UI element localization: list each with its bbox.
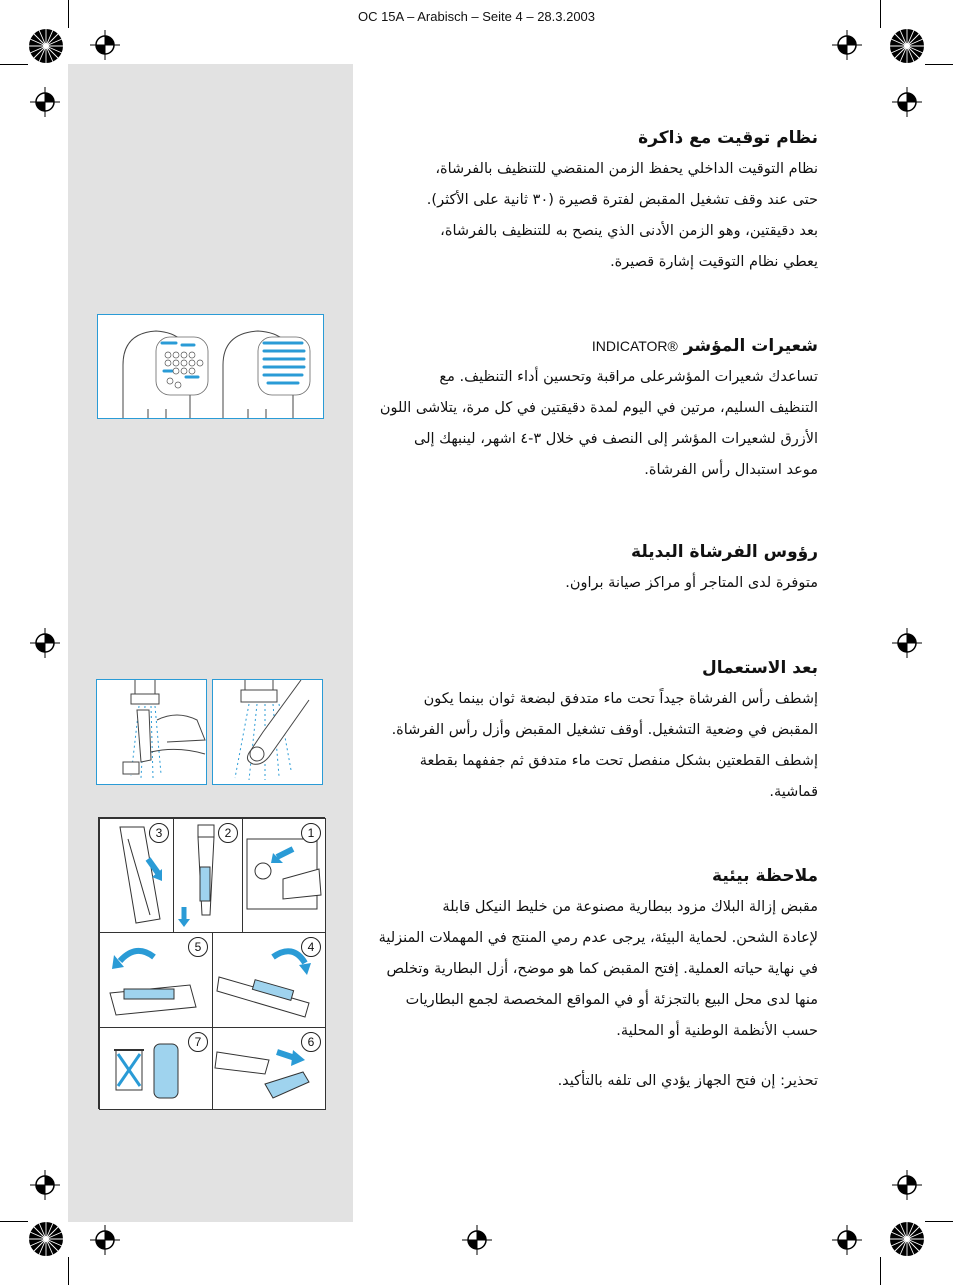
step-number: 1 [301, 823, 321, 843]
text-line: قماشية. [769, 784, 818, 800]
text-line: لإعادة الشحن. لحماية البيئة، يرجى عدم رمي المنتج في المهملات المنزلية [378, 930, 818, 946]
step-6-panel [212, 1027, 326, 1110]
sunburst-mark-icon [889, 28, 925, 64]
step-number: 4 [301, 937, 321, 957]
text-line: موعد استبدال رأس الفرشاة. [644, 462, 818, 478]
rinse-brush-head-figure [212, 679, 323, 785]
text-line: الأزرق لشعيرات المؤشر إلى النصف في خلال ٣-٤ اشهر، لينبهك إلى [414, 431, 818, 447]
sunburst-mark-icon [889, 1221, 925, 1257]
registration-mark-icon [462, 1225, 492, 1255]
registration-mark-icon [90, 30, 120, 60]
text-line: يعطي نظام التوقيت إشارة قصيرة. [610, 254, 818, 270]
rinse-head-illustration [213, 680, 322, 784]
trim-line [880, 0, 881, 28]
registration-mark-icon [892, 87, 922, 117]
page-header: OC 15A – Arabisch – Seite 4 – 28.3.2003 [357, 9, 596, 24]
step-1-panel [242, 818, 326, 933]
text-line: بعد دقيقتين، وهو الزمن الأدنى الذي ينصح به للتنظيف بالفرشاة، [440, 223, 818, 239]
registration-mark-icon [892, 1170, 922, 1200]
rinse-handle-figure [96, 679, 207, 785]
step-number: 7 [188, 1032, 208, 1052]
step-number: 6 [301, 1032, 321, 1052]
trim-line [880, 1257, 881, 1285]
sunburst-mark-icon [28, 28, 64, 64]
disassembly-steps-figure [98, 817, 325, 1109]
registration-mark-icon [30, 1170, 60, 1200]
step-5-panel [99, 932, 213, 1028]
step-2-panel [173, 818, 243, 933]
section-heading: ملاحظة بيئية [712, 866, 818, 886]
section-replacement-heads [375, 540, 818, 599]
registration-mark-icon [832, 30, 862, 60]
section-heading: بعد الاستعمال [702, 658, 818, 678]
trim-line [68, 1257, 69, 1285]
step-number: 2 [218, 823, 238, 843]
heading-arabic: شعيرات المؤشر [683, 336, 818, 356]
heading-latin: INDICATOR® [591, 338, 678, 354]
text-line: متوفرة لدى المتاجر أو مراكز صيانة براون. [565, 575, 818, 591]
trim-line [68, 0, 69, 28]
section-environment-note [375, 864, 818, 1047]
step-number: 3 [149, 823, 169, 843]
warning-text: تحذير: إن فتح الجهاز يؤدي الى تلفه بالتأكيد. [557, 1073, 818, 1089]
section-heading: رؤوس الفرشاة البديلة [631, 542, 818, 562]
step-4-panel [212, 932, 326, 1028]
text-line: إشطف رأس الفرشاة جيداً تحت ماء متدفق لبضعة ثوان بينما يكون [423, 691, 818, 707]
section-timer-memory [375, 126, 818, 278]
text-line: نظام التوقيت الداخلي يحفظ الزمن المنقضي للتنظيف بالفرشاة، [435, 161, 818, 177]
step-number: 5 [188, 937, 208, 957]
rinse-illustration [97, 680, 206, 784]
trim-line [0, 1221, 28, 1222]
text-line: في نهاية حياته العملية. إفتح المقبض كما هو موضح، أزل البطارية وتخلص [386, 961, 818, 977]
step-3-panel [99, 818, 174, 933]
section-indicator-bristles [375, 334, 818, 486]
registration-mark-icon [832, 1225, 862, 1255]
text-line: منها لدى محل البيع بالتجزئة أو في المواقع المخصصة لجمع البطاريات [405, 992, 818, 1008]
step-7-panel [99, 1027, 213, 1110]
registration-mark-icon [90, 1225, 120, 1255]
text-line: إشطف القطعتين بشكل منفصل تحت ماء متدفق ثم جففهما بقطعة [419, 753, 818, 769]
indicator-bristles-figure [97, 314, 324, 419]
text-line: التنظيف السليم، مرتين في اليوم لمدة دقيقتين في كل مرة، يتلاشى اللون [379, 400, 818, 416]
text-line: حتى عند وقف تشغيل المقبض لفترة قصيرة (٣٠ ثانية على الأكثر). [426, 192, 818, 208]
section-after-use [375, 656, 818, 808]
section-heading: نظام توقيت مع ذاكرة [638, 128, 818, 148]
section-heading [375, 334, 818, 358]
registration-mark-icon [30, 628, 60, 658]
brush-head-illustration [98, 315, 323, 418]
registration-mark-icon [30, 87, 60, 117]
trim-line [0, 64, 28, 65]
text-line: تساعدك شعيرات المؤشرعلى مراقبة وتحسين أداء التنظيف. مع [439, 369, 818, 385]
text-line: حسب الأنظمة الوطنية أو المحلية. [616, 1023, 818, 1039]
trim-line [925, 64, 953, 65]
text-line: المقبض في وضعية التشغيل. أوقف تشغيل المقبض وأزل رأس الفرشاة. [391, 722, 818, 738]
sunburst-mark-icon [28, 1221, 64, 1257]
trim-line [925, 1221, 953, 1222]
text-line: مقبض إزالة البلاك مزود ببطارية مصنوعة من خليط النيكل قابلة [442, 899, 818, 915]
section-warning [375, 1066, 818, 1097]
registration-mark-icon [892, 628, 922, 658]
